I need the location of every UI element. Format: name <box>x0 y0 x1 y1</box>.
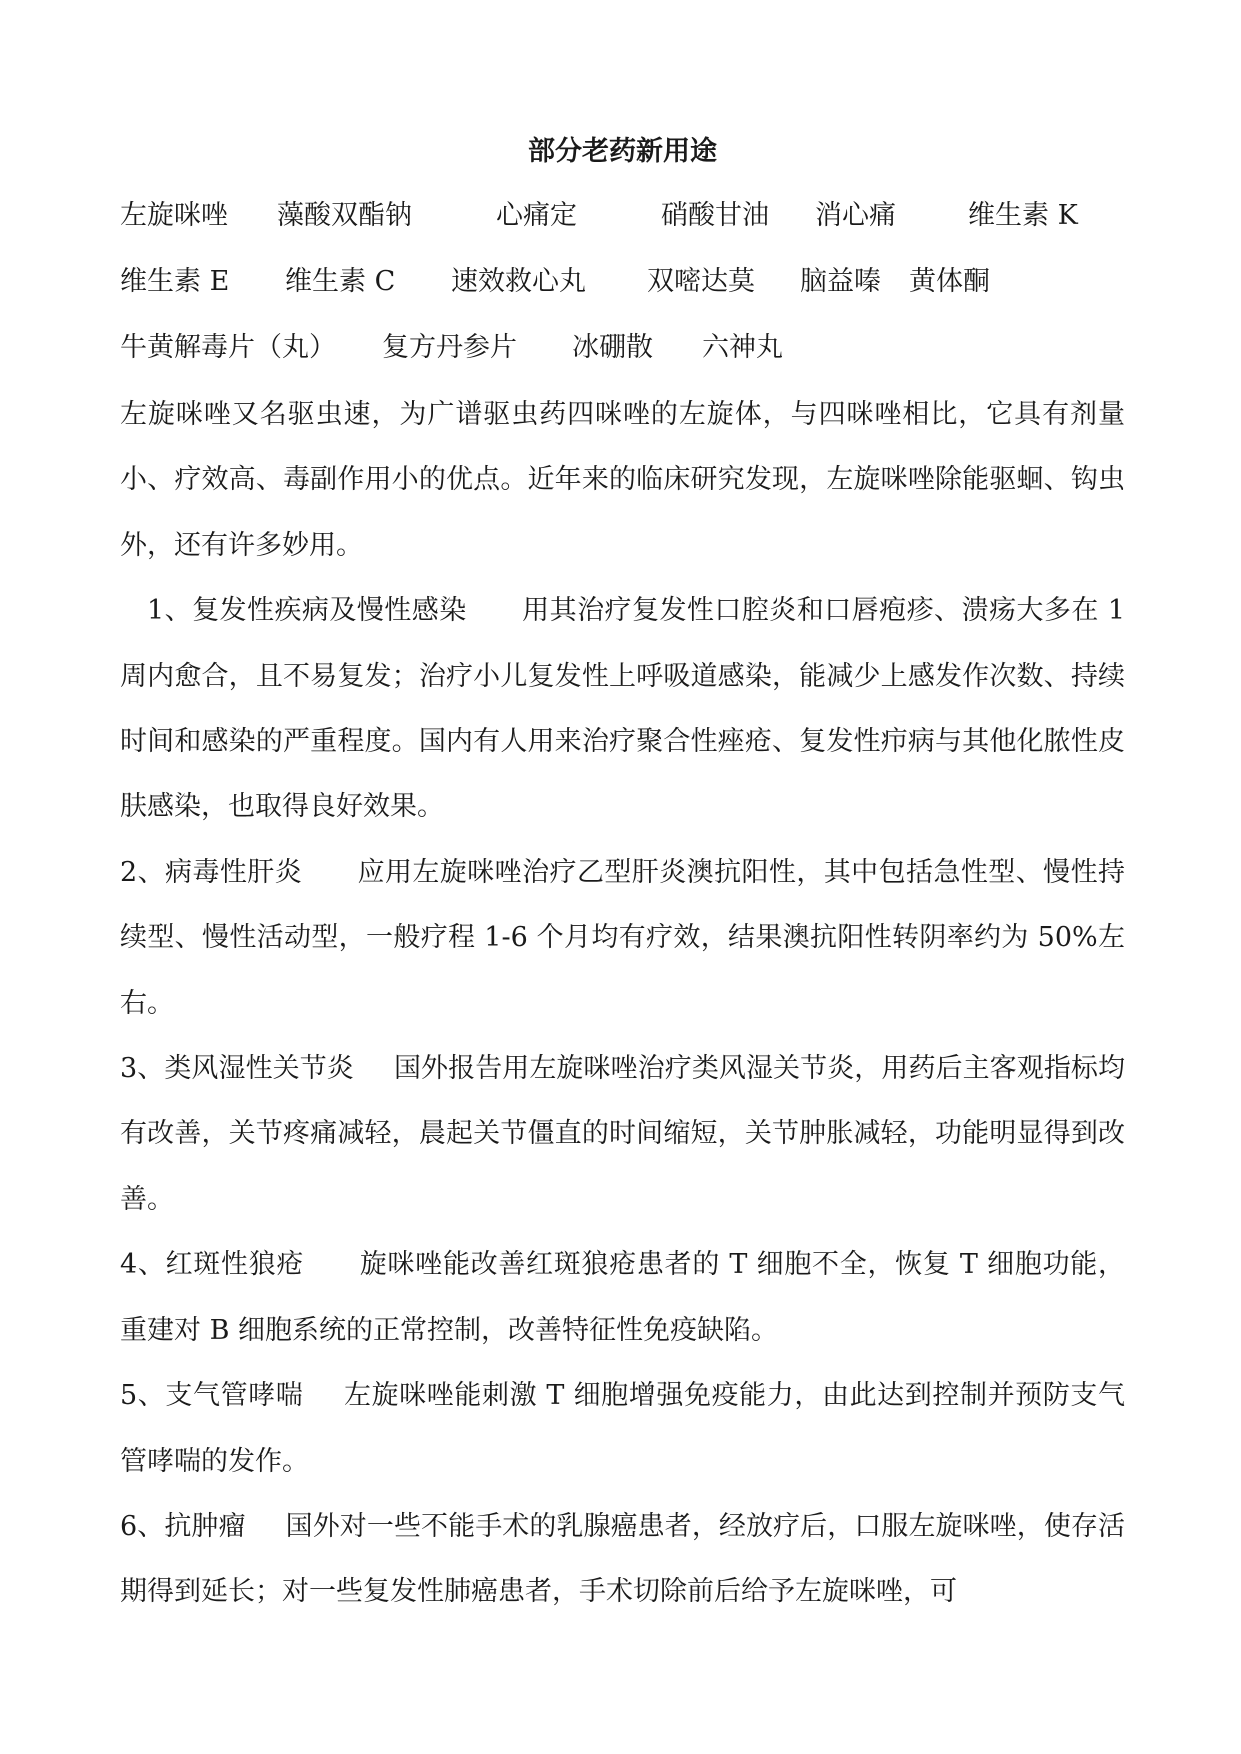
document-body <box>120 382 1125 1625</box>
drug-name: 维生素 C <box>285 266 396 297</box>
section-paragraph <box>120 1494 1125 1625</box>
drug-name: 硝酸甘油 <box>661 200 769 231</box>
intro-paragraph: 左旋咪唑又名驱虫速，为广谱驱虫药四咪唑的左旋体，与四咪唑相比，它具有剂量小、疗效高、毒副作用小的优点。近年来的临床研究发现，左旋咪唑除能驱蛔、钩虫外，还有许多妙用。 <box>120 399 1125 561</box>
drug-name: 双嘧达莫 <box>647 266 755 297</box>
section-heading: 2、病毒性肝炎 <box>120 856 303 888</box>
drug-name: 六神丸 <box>702 332 783 363</box>
section-heading: 5、支气管哮喘 <box>120 1380 304 1412</box>
section-paragraph <box>120 1036 1125 1232</box>
section-text: 应用左旋咪唑治疗乙型肝炎澳抗阳性，其中包括急性型、慢性持续型、慢性活动型，一般疗程 1-6 个月均有疗效，结果澳抗阳性转阴率约为 50%左右。 <box>120 856 1125 1019</box>
section-heading: 1、复发性疾病及慢性感染 <box>147 595 467 627</box>
section-paragraph <box>120 1363 1125 1494</box>
drug-name: 黄体酮 <box>909 266 990 297</box>
section-text: 用其治疗复发性口腔炎和口唇疱疹、溃疡大多在 1 周内愈合，且不易复发；治疗小儿复发性上呼吸道感染，能减少上感发作次数、持续时间和感染的严重程度。国内有人用来治疗聚合性痤疮、复发性疖病与其他化脓性皮肤感染，也取得良好效果。 <box>120 595 1125 823</box>
drug-name: 心痛定 <box>496 200 577 231</box>
drug-name: 速效救心丸 <box>451 266 586 297</box>
drug-name: 维生素 E <box>120 266 230 297</box>
drug-name: 复方丹参片 <box>382 332 517 363</box>
section-text: 国外对一些不能手术的乳腺癌患者，经放疗后，口服左旋咪唑，使存活期得到延长；对一些复发性肺癌患者，手术切除前后给予左旋咪唑，可 <box>120 1510 1125 1608</box>
section-heading: 6、抗肿瘤 <box>120 1510 246 1542</box>
section-paragraph <box>120 578 1125 840</box>
drug-name: 左旋咪唑 <box>120 200 228 231</box>
document-title: 部分老药新用途 <box>528 136 717 167</box>
drug-name: 冰硼散 <box>572 332 653 363</box>
section-text: 国外报告用左旋咪唑治疗类风湿关节炎，用药后主客观指标均有改善，关节疼痛减轻，晨起关节僵直的时间缩短，关节肿胀减轻，功能明显得到改善。 <box>120 1053 1125 1215</box>
drug-name: 维生素 K <box>968 200 1078 231</box>
drug-name: 脑益嗪 <box>800 266 881 297</box>
section-heading: 4、红斑性狼疮 <box>120 1249 305 1281</box>
section-text: 左旋咪唑能刺激 T 细胞增强免疫能力，由此达到控制并预防支气管哮喘的发作。 <box>120 1380 1125 1477</box>
section-paragraph <box>120 1232 1125 1363</box>
drug-name: 藻酸双酯钠 <box>277 200 412 231</box>
drug-name: 牛黄解毒片（丸） <box>120 332 336 363</box>
section-text: 旋咪唑能改善红斑狼疮患者的 T 细胞不全，恢复 T 细胞功能，重建对 B 细胞系统的正常控制，改善特征性免疫缺陷。 <box>120 1249 1125 1346</box>
section-paragraph <box>120 840 1125 1036</box>
section-heading: 3、类风湿性关节炎 <box>120 1053 354 1085</box>
drug-name: 消心痛 <box>815 200 896 231</box>
